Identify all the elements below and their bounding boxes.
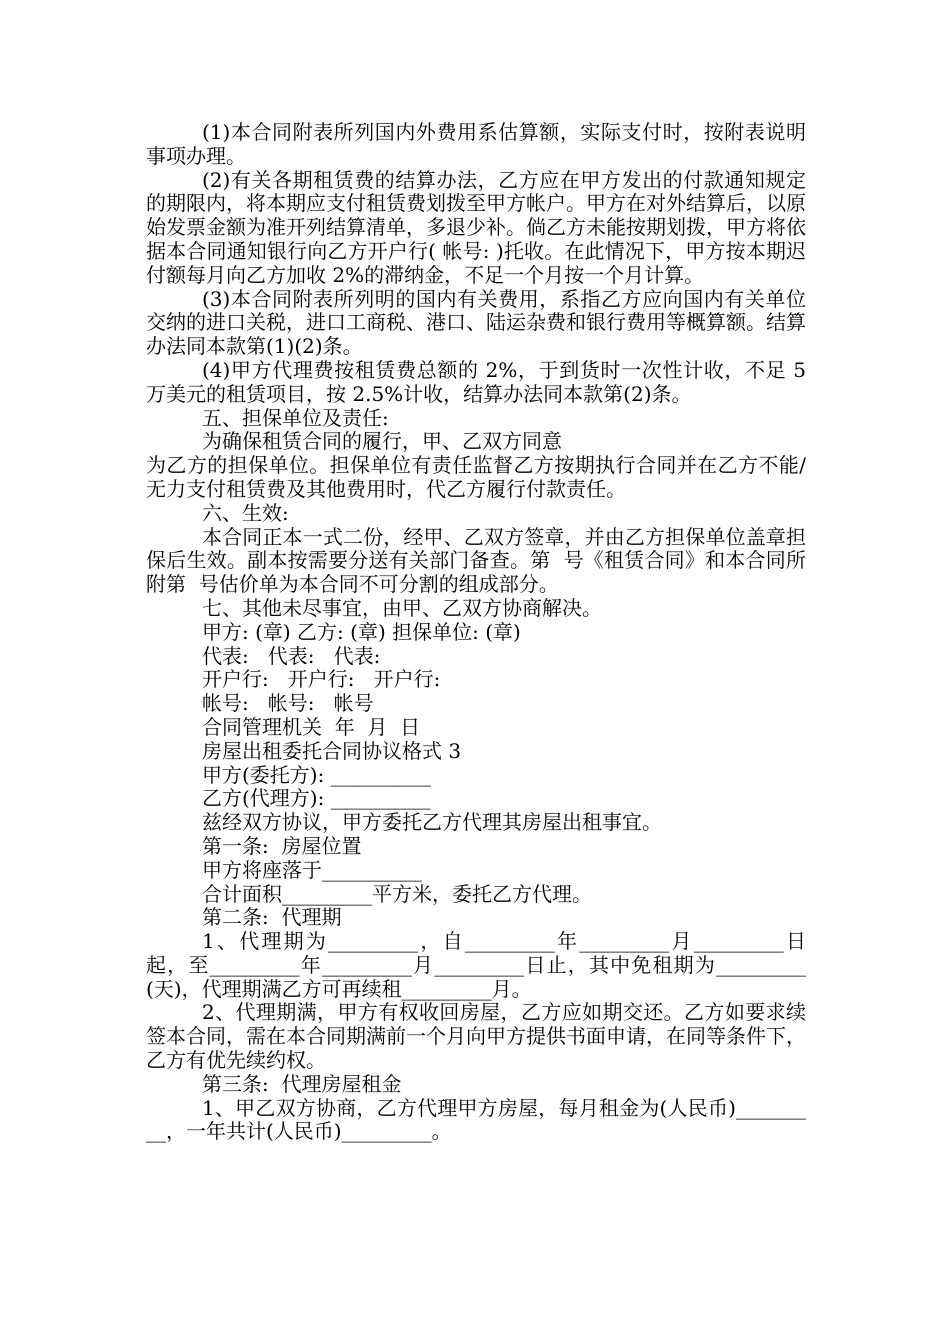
other-matters: 七、其他未尽事宜，由甲、乙双方协商解决。 (202, 595, 602, 620)
contract-page (146, 120, 813, 1144)
signature-parties: 甲方: (章) 乙方: (章) 担保单位: (章) (202, 619, 521, 644)
article-3-item-1: 1、甲乙双方协商，乙方代理甲方房屋，每月租金为(人民币)_________，一年共计(人民币)_________。 (146, 1095, 806, 1144)
clause-paragraph-3: (3)本合同附表所列明的国内有关费用，系指乙方应向国内有关单位交纳的进口关税，进口工商税、港口、陆运杂费和银行费用等概算额。结算办法同本款第(1)(2)条。 (146, 286, 806, 359)
article-2-item-2: 2、代理期满，甲方有权收回房屋，乙方应如期交还。乙方如要求续签本合同，需在本合同期满前一个月向甲方提供书面申请，在同等条件下，乙方有优先续约权。 (146, 1000, 806, 1073)
format3-title: 房屋出租委托合同协议格式 3 (202, 738, 462, 763)
clause-paragraph-2: (2)有关各期租赁费的结算办法，乙方应在甲方发出的付款通知规定的期限内，将本期应支付租赁费划拨至甲方帐户。甲方在对外结算后，以原始发票金额为准开列结算清单，多退少补。倘乙方未能按期划拨，甲方将依据本合同通知银行向乙方开户行( 帐号: )托收。在此情况下，甲方按本期迟付额每月向乙方加收 2%的滞纳金，不足一个月按一个月计算。 (146, 167, 806, 287)
article-2-title: 第二条: 代理期 (202, 905, 342, 930)
signature-banks: 开户行: 开户行: 开户行: (202, 667, 441, 692)
article-1-location: 甲方将座落于__________ (202, 857, 422, 882)
effect-text: 本合同正本一式二份，经甲、乙双方签章，并由乙方担保单位盖章担保后生效。副本按需要分送有关部门备查。第 号《租赁合同》和本合同所附第 号估价单为本合同不可分割的组成部分。 (146, 524, 806, 597)
guarantee-text: 为乙方的担保单位。担保单位有责任监督乙方按期执行合同并在乙方不能/无力支付租赁费及其他费用时，代乙方履行付款责任。 (146, 453, 806, 501)
signature-accounts: 帐号: 帐号: 帐号 (202, 691, 374, 716)
guarantee-heading: 五、担保单位及责任: (202, 405, 389, 430)
guarantee-line: 为确保租赁合同的履行，甲、乙双方同意 (202, 429, 562, 454)
article-1-area: 合计面积_________平方米，委托乙方代理。 (202, 881, 592, 906)
clause-paragraph-1: (1)本合同附表所列国内外费用系估算额，实际支付时，按附表说明事项办理。 (146, 120, 806, 168)
article-3-title: 第三条: 代理房屋租金 (202, 1071, 402, 1096)
party-b-line: 乙方(代理方): __________ (202, 786, 431, 811)
agreement-intro: 兹经双方协议，甲方委托乙方代理其房屋出租事宜。 (202, 810, 662, 835)
effect-heading: 六、生效: (202, 500, 289, 525)
party-a-line: 甲方(委托方): __________ (202, 762, 431, 787)
article-2-item-1: 1、代理期为_________，自_________年_________月_________日起，至_________年_________月_________日止，其中免租期为_________(天)，代理期满乙方可再续租_________月。 (146, 929, 806, 1001)
signature-representatives: 代表: 代表: 代表: (202, 643, 381, 668)
contract-authority-date: 合同管理机关 年 月 日 (202, 714, 421, 739)
article-1-title: 第一条: 房屋位置 (202, 833, 362, 858)
clause-paragraph-4: (4)甲方代理费按租赁费总额的 2%，于到货时一次性计收，不足 5 万美元的租赁项目，按 2.5%计收，结算办法同本款第(2)条。 (146, 357, 813, 406)
